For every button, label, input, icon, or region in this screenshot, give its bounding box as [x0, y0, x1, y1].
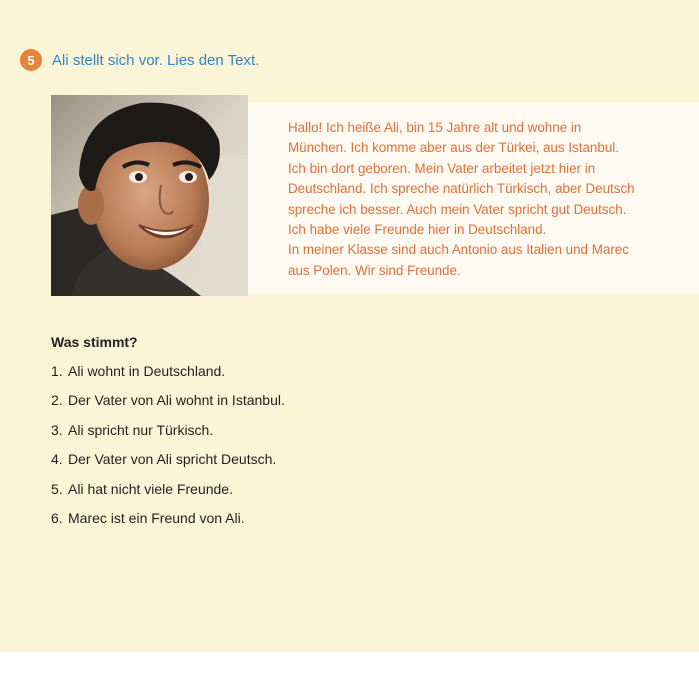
statement-number: 3.: [51, 421, 63, 438]
statement-text: Ali spricht nur Türkisch.: [68, 421, 214, 438]
statement-item: [51, 422, 285, 451]
statement-item: [51, 392, 285, 421]
reading-text-line: In meiner Klasse sind auch Antonio aus Italien und Marec: [288, 242, 629, 258]
reading-text-line: Deutschland. Ich spreche natürlich Türkisch, aber Deutsch: [288, 181, 635, 197]
portrait-illustration: [51, 95, 248, 296]
statement-text: Ali hat nicht viele Freunde.: [68, 480, 233, 497]
exercise-number-badge: 5: [20, 49, 42, 71]
statement-text: Der Vater von Ali spricht Deutsch.: [68, 451, 277, 468]
statement-number: 6.: [51, 509, 63, 526]
statement-text: Der Vater von Ali wohnt in Istanbul.: [68, 392, 285, 409]
statement-number: 2.: [51, 392, 63, 409]
reading-text-line: Ich habe viele Freunde hier in Deutschland.: [288, 222, 547, 238]
reading-text-line: Ich bin dort geboren. Mein Vater arbeitet jetzt hier in: [288, 160, 596, 176]
statement-item: [51, 481, 285, 510]
statement-number: 1.: [51, 363, 63, 379]
reading-text-line: Hallo! Ich heiße Ali, bin 15 Jahre alt und wohne in: [288, 120, 582, 135]
question-heading: Was stimmt?: [51, 334, 138, 350]
reading-text-line: spreche ich besser. Auch mein Vater spricht gut Deutsch.: [288, 201, 627, 217]
statement-text: Marec ist ein Freund von Ali.: [68, 509, 245, 526]
statement-item: [51, 451, 285, 480]
statement-item: [51, 510, 285, 539]
statement-number: 4.: [51, 451, 63, 468]
reading-text: [288, 118, 696, 281]
statement-list: [51, 363, 285, 539]
reading-text-line: München. Ich komme aber aus der Türkei, aus Istanbul.: [288, 140, 619, 156]
exercise-title: Ali stellt sich vor. Lies den Text.: [52, 51, 260, 69]
exercise-header: [20, 49, 259, 71]
statement-text: Ali wohnt in Deutschland.: [68, 363, 226, 379]
statement-item: [51, 363, 285, 392]
statement-number: 5.: [51, 480, 63, 497]
portrait-photo: [51, 95, 248, 296]
reading-text-line: aus Polen. Wir sind Freunde.: [288, 262, 461, 278]
